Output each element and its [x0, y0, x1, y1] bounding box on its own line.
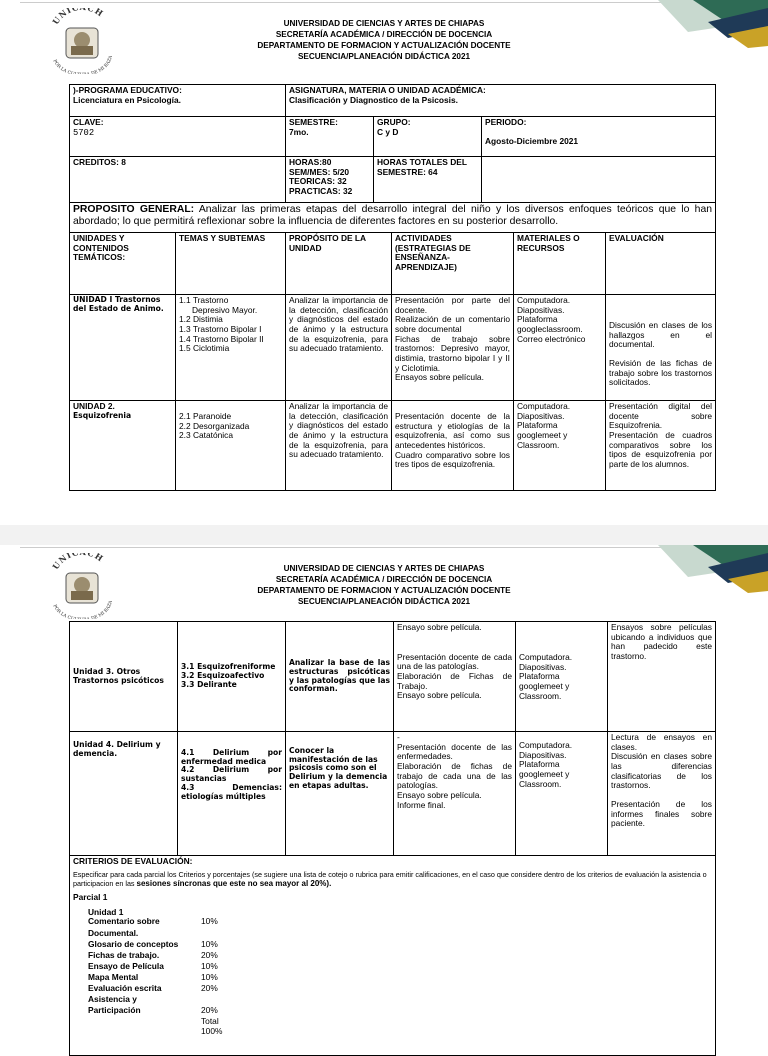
- total-value-row: 100%: [201, 1026, 223, 1037]
- page-1: [0, 0, 768, 525]
- unit4-evaluation: Lectura de ensayos en clases. Discusión en clases sobre las diferencias clasificatorias de los trastornos. Presentación de los informes finales sobre paciente.: [608, 732, 716, 856]
- unit4-title: Unidad 4. Delirium y demencia.: [70, 732, 178, 856]
- unit2-activities: Presentación docente de la estructura y etiologías de la esquizofrenia, así como sus antecedentes históricos. Cuadro comparativo sobre los tres tipos de esquizofrenia.: [392, 401, 514, 491]
- parcial-label: Parcial 1: [73, 891, 108, 902]
- secretaria-name: SECRETARÍA ACADÉMICA / DIRECCIÓN DE DOCENCIA: [275, 575, 493, 584]
- document-header: [0, 18, 768, 62]
- criterios-description: Especificar para cada parcial los Criterios y porcentajes (se sugiere una lista de cotejo o rubrica para emitir calificaciones, en el caso que considere dentro de los criterios de evaluación la asistencia o participacion en las sesiones síncronas que este no sea mayor al 20%).: [73, 869, 707, 889]
- criterio-item-cont: Participación 20%: [88, 1005, 218, 1016]
- university-name: UNIVERSIDAD DE CIENCIAS Y ARTES DE CHIAPAS: [283, 19, 485, 28]
- unit4-purpose: Conocer la manifestación de las psicosis como son el Delirium y la demencia en etapas adultas.: [286, 732, 394, 856]
- criterio-item: Comentario sobre 10%: [88, 916, 218, 927]
- unit1-activities: Presentación por parte del docente. Realización de un comentario sobre documental Fichas de trabajo sobre trastornos: Depresivo mayor, distimia, trastorno bipolar I y II y Ciclotimia. Ensayos sobre película.: [392, 295, 514, 401]
- unit3-evaluation: Ensayos sobre películas ubicando a individuos que han padecido este trastorno.: [608, 622, 716, 732]
- criterios-title: CRITERIOS DE EVALUACIÓN:: [73, 856, 193, 866]
- unit1-materials: Computadora. Diapositivas. Plataforma googleclassroom. Correo electrónico: [514, 295, 606, 401]
- horas-cell: HORAS:80 SEM/MES: 5/20 TEORICAS: 32 PRACTICAS: 32: [286, 157, 374, 203]
- criterio-item: Asistencia y: [88, 994, 137, 1005]
- grupo-cell: GRUPO: C y D: [374, 117, 482, 157]
- table-row: [70, 295, 716, 401]
- unit2-purpose: Analizar la importancia de la detección, clasificación y diagnósticos del estado de ánimo y la estructura de la esquizofrenia, para su adecuado tratamiento.: [286, 401, 392, 491]
- unit3-purpose: Analizar la base de las estructuras psicóticas y las patologías que las conforman.: [286, 622, 394, 732]
- unit2-evaluation: Presentación digital del docente sobre Esquizofrenia. Presentación de cuadros comparativos sobre los tipos de esquizofrenia por parte de los alumnos.: [606, 401, 716, 491]
- unidad-label: Unidad 1: [88, 906, 124, 917]
- col-materiales: MATERIALES O RECURSOS: [514, 233, 606, 295]
- criterios-cell: [70, 856, 716, 1056]
- unit1-evaluation: Discusión en clases de los hallazgos en el documental. Revisión de las fichas de trabajo sobre los trastornos solicitados.: [606, 295, 716, 401]
- col-actividades: ACTIVIDADES (ESTRATEGIAS DE ENSEÑANZA-APRENDIZAJE): [392, 233, 514, 295]
- page-gap: [0, 525, 768, 545]
- col-temas: TEMAS Y SUBTEMAS: [176, 233, 286, 295]
- unit4-materials: Computadora. Diapositivas. Plataforma googlemeet y Classroom.: [516, 732, 608, 856]
- unit4-topics: 4.1 Delirium por enfermedad medica 4.2 Delirium por sustancias 4.3 Demencias: etiologías múltiples: [178, 732, 286, 856]
- svg-text:POR LA CULTURA DE MI RAZA: POR LA C DE MI RAZA: [51, 55, 114, 74]
- unit2-topics: 2.1 Paranoide 2.2 Desorganizada 2.3 Catatónica: [176, 401, 286, 491]
- criterio-item: Fichas de trabajo. 20%: [88, 950, 218, 961]
- col-evaluacion: EVALUACIÓN: [606, 233, 716, 295]
- unit1-purpose: Analizar la importancia de la detección, clasificación y diagnósticos del estado de ánimo y la estructura de la esquizofrenia, para su adecuado tratamiento.: [286, 295, 392, 401]
- document-header: [0, 563, 768, 607]
- unit2-materials: Computadora. Diapositivas. Plataforma googlemeet y Classroom.: [514, 401, 606, 491]
- criterio-item: Ensayo de Película 10%: [88, 961, 218, 972]
- programa-cell: )-PROGRAMA EDUCATIVO: Licenciatura en Psicología.: [70, 85, 286, 117]
- svg-text:POR LA CULTURA DE MI RAZA: POR LA C DE MI RAZA: [51, 600, 114, 619]
- secretaria-name: SECRETARÍA ACADÉMICA / DIRECCIÓN DE DOCENCIA: [275, 30, 493, 39]
- criterio-item: Glosario de conceptos 10%: [88, 939, 218, 950]
- creditos-cell: CREDITOS: 8: [70, 157, 286, 203]
- info-table: [69, 84, 716, 117]
- departamento-name: DEPARTAMENTO DE FORMACION Y ACTUALIZACIÓN DOCENTE: [257, 586, 511, 595]
- total-row: Total: [201, 1016, 219, 1027]
- criterios-row: [70, 856, 716, 1056]
- secuencia-title: SECUENCIA/PLANEACIÓN DIDÁCTICA 2021: [297, 597, 471, 606]
- empty-cell: [482, 157, 716, 203]
- info-table-2: [69, 116, 716, 203]
- criterios-list: [73, 917, 712, 1037]
- unit1-title: UNIDAD I Trastornos del Estado de Animo.: [70, 295, 176, 401]
- unit3-title: Unidad 3. Otros Trastornos psicóticos: [70, 622, 178, 732]
- semestre-cell: SEMESTRE: 7mo.: [286, 117, 374, 157]
- page-2: [0, 545, 768, 1037]
- secuencia-title: SECUENCIA/PLANEACIÓN DIDÁCTICA 2021: [297, 52, 471, 61]
- units-table: [69, 202, 716, 491]
- departamento-name: DEPARTAMENTO DE FORMACION Y ACTUALIZACIÓN DOCENTE: [257, 41, 511, 50]
- clave-cell: CLAVE: 5702: [70, 117, 286, 157]
- units-table-2: [69, 621, 716, 1056]
- horas-totales-cell: HORAS TOTALES DEL SEMESTRE: 64: [374, 157, 482, 203]
- unit3-materials: Computadora. Diapositivas. Plataforma googlemeet y Classroom.: [516, 622, 608, 732]
- unit3-topics: 3.1 Esquizofreniforme 3.2 Esquizoafectivo 3.3 Delirante: [178, 622, 286, 732]
- criterio-item: Mapa Mental 10%: [88, 972, 218, 983]
- unit1-topics: 1.1 Trastorno Depresivo Mayor. 1.2 Distimia 1.3 Trastorno Bipolar I 1.4 Trastorno Bipolar II 1.5 Ciclotimia: [176, 295, 286, 401]
- svg-text:UNICACH: UNI CH: [50, 553, 106, 572]
- svg-text:UNICACH: UNI CH: [50, 8, 106, 27]
- unit3-activities: Ensayo sobre película. Presentación docente de cada una de las patologías. Elaboración de Fichas de Trabajo. Ensayo sobre película.: [394, 622, 516, 732]
- asignatura-cell: ASIGNATURA, MATERIA O UNIDAD ACADÉMICA: Clasificación y Diagnostico de la Psicosis.: [286, 85, 716, 117]
- criterio-item: Evaluación escrita 20%: [88, 983, 218, 994]
- criterio-item-cont: Documental.: [88, 928, 139, 939]
- unit4-activities: - Presentación docente de las enfermedades. Elaboración de fichas de trabajo de cada una de las patologías. Ensayo sobre película. Informe final.: [394, 732, 516, 856]
- table-row: [70, 401, 716, 491]
- university-name: UNIVERSIDAD DE CIENCIAS Y ARTES DE CHIAPAS: [283, 564, 485, 573]
- col-proposito: PROPÓSITO DE LA UNIDAD: [286, 233, 392, 295]
- table-row: [70, 732, 716, 856]
- periodo-cell: PERIODO: Agosto-Diciembre 2021: [482, 117, 716, 157]
- proposito-general: PROPOSITO GENERAL: Analizar las primeras etapas del desarrollo integral del niño y los diversos enfoques teóricos que lo han abordado; lo que permitirá reflexionar sobre la influencia de diferentes factores en su posterior desarrollo.: [70, 203, 716, 233]
- col-unidades: UNIDADES Y CONTENIDOS TEMÁTICOS:: [70, 233, 176, 295]
- table-row: [70, 622, 716, 732]
- unit2-title: UNIDAD 2. Esquizofrenia: [70, 401, 176, 491]
